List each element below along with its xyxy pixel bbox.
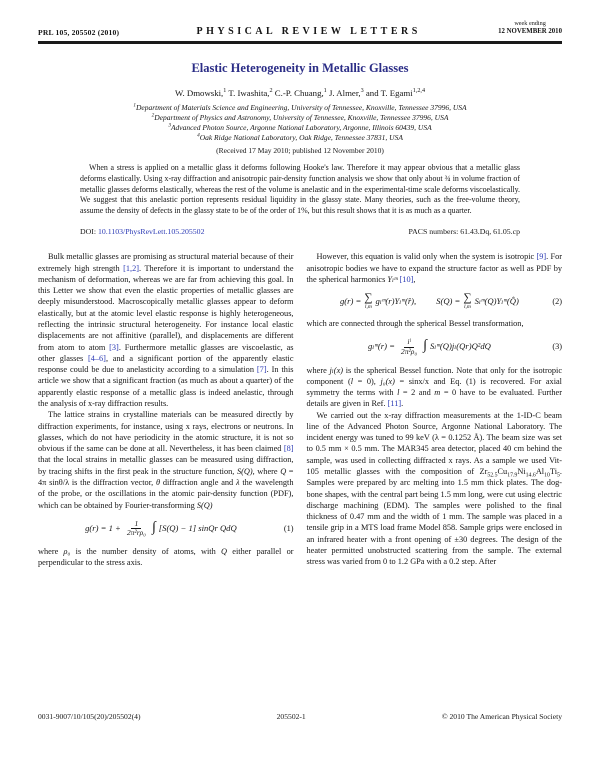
text-segment: , where — [252, 466, 281, 476]
text-segment: diffraction angle and — [160, 477, 236, 487]
text-segment: , — [413, 274, 416, 284]
text-segment: However, this equation is valid only when the system is isotropic — [316, 252, 537, 262]
text-segment: . For anisotropic bodies we have to expand the structure factor as well as PDF by the spherical harmonics — [306, 252, 562, 284]
text-segment: jₗ(x) — [329, 365, 344, 375]
text-segment: that the local strains in metallic glasses can be measured using diffraction, by tracing shifts in the first peak in the structure function, — [38, 455, 294, 476]
author-line — [38, 88, 562, 98]
text-segment: l — [350, 376, 354, 386]
text-segment: Al — [535, 467, 545, 477]
text-segment: . Therefore it is important to understand the mechanism of deformation, whereas we are far from achieving this goal. In this Letter we show that even the elastic properties of metallic glasses are deeply misunderstood. Macroscopically metallic glasses appear to deform elastically, but at the atomic level elastic response is highly heterogeneous, reflecting the intrinsic structural heterogeneity. For instance local elastic displacements are not affinitive (parallel), and displacements are different from atom to atom — [38, 263, 294, 352]
text-segment: θ — [155, 477, 161, 487]
text-segment: Q — [221, 546, 228, 556]
paragraph — [307, 251, 563, 285]
affiliation-4 — [38, 133, 562, 143]
integral-sign: ∫ — [423, 338, 427, 354]
text-segment: 52.5 — [487, 472, 498, 479]
eq2-rhs1: gₗᵐ(r)Yₗᵐ(r̂), — [375, 295, 417, 306]
paragraph — [307, 318, 563, 329]
text-segment: S(Q) — [236, 466, 253, 476]
text-segment: . Samples were prepared by arc melting into 1.5 mm thick plates. The dog-bone shapes, with the central part being 1.5 mm long, were cut using electric discharge machining (EDM). The samples were polished to the final thickness of 0.47 mm and the width of 1 mm. The sample was placed in a tensile grip in a MTS load frame Model 858. Sample grips were enclosed in an infrared heater with a front opening of ±30 degrees. The design of the heater permitted unobstructed scattering from the sample. The external stress was varied from 0 to 1.2 GPa with a 0.2 step. After — [306, 467, 562, 567]
eq3-pre: gₗᵐ(r) = — [367, 341, 395, 352]
eq3-fraction: $\frac{\text{iˡ}}{\text{2π²ρ₀}}$ — [400, 337, 418, 356]
text-segment: Cu — [497, 467, 508, 477]
text-segment: 17.9 — [507, 472, 518, 479]
equation-1 — [38, 519, 294, 538]
text-segment: is the spherical Bessel function. Note that only for the isotropic component ( — [306, 365, 563, 386]
text-segment: . In this article we show that a significant fraction (as much as about a quarter) of the apparently elastic response of a metallic glass is indeed anelastic, through the analysis of x-ray diffraction results. — [38, 365, 294, 409]
copyright: © 2010 The American Physical Society — [441, 712, 562, 721]
text-segment: 1 — [223, 87, 227, 94]
text-segment: the wavelength of the probe, or the oscillations in the atomic pair-density function (PDF), which can be obtained by Fourier-transforming — [38, 477, 294, 510]
text-segment: Department of Materials Science and Engineering, University of Tennessee, Knoxville, Tennessee 37996, USA — [135, 102, 467, 112]
text-segment: 5 — [557, 472, 560, 479]
text-segment: 4 — [197, 132, 200, 139]
text-segment: is the number density of atoms, with — [70, 546, 222, 556]
text-segment: . — [401, 399, 404, 409]
text-segment: Department of Physics and Astronomy, University of Tennessee, Knoxville, Tennessee 37996, USA — [154, 113, 449, 123]
doi-link[interactable]: 10.1103/PhysRevLett.105.205502 — [97, 227, 205, 237]
text-segment: Q — [280, 466, 287, 476]
page-title: Elastic Heterogeneity in Metallic Glasses — [191, 60, 409, 75]
eq2-rhs2: Sₗᵐ(Q)Yₗᵐ(Q̂) — [474, 295, 519, 306]
sum-sign: ∑ l,m — [463, 292, 472, 310]
paragraph — [307, 410, 563, 568]
citation-link[interactable]: [7] — [256, 365, 267, 375]
text-segment: T. Iwashita, — [226, 87, 270, 98]
doi-line — [80, 227, 204, 236]
pacs-numbers: PACS numbers: 61.43.Dq, 61.05.cp — [408, 227, 520, 237]
left-column — [38, 251, 294, 568]
text-segment: where — [306, 365, 330, 375]
eq3-post: Sₗᵐ(Q)jₗ(Qr)Q²dQ — [429, 341, 491, 352]
paragraph — [307, 365, 563, 410]
text-segment: l — [397, 388, 400, 398]
citation-link[interactable]: [8] — [283, 444, 294, 454]
journal-ref: PRL 105, 205502 (2010) — [38, 27, 120, 37]
paragraph — [38, 251, 294, 409]
body-columns — [38, 251, 562, 568]
text-segment: j₀(x) — [380, 376, 395, 386]
sum-sign: ∑ l,m — [364, 292, 373, 310]
journal-name: PHYSICAL REVIEW LETTERS — [196, 25, 421, 37]
text-segment: . Furthermore metallic glasses are viscoelastic, as other glasses — [38, 342, 294, 363]
eq2-lhs2: S(Q) = — [436, 295, 461, 306]
citation-link[interactable]: [11] — [387, 399, 402, 409]
text-segment: Ni — [517, 467, 526, 477]
affiliation-3 — [38, 123, 562, 133]
week-ending-date: 12 NOVEMBER 2010 — [498, 28, 562, 36]
doi-pacs-row — [80, 227, 520, 236]
eq1-fraction: $\frac{1}{\text{2π²rρ₀}}$ — [126, 518, 146, 537]
text-segment: Bulk metallic glasses are promising as structural material because of their extremely high strength — [38, 252, 294, 273]
journal-header — [38, 20, 562, 44]
text-segment: = 0 have to be evaluated. Further details are given in Ref. — [306, 388, 562, 409]
text-segment: = 4π sinθ/λ is the diffraction vector, — [38, 466, 294, 487]
text-segment: Oak Ridge National Laboratory, Oak Ridge, Tennessee 37831, USA — [199, 133, 403, 143]
text-segment: 14.6 — [525, 472, 536, 479]
page-number: 205502-1 — [276, 712, 306, 721]
integral-sign: ∫ — [151, 519, 156, 535]
eq2-lhs1: g(r) = — [339, 295, 362, 306]
issn-code: 0031-9007/10/105(20)/205502(4) — [38, 712, 141, 721]
doi-label: DOI: — [80, 227, 98, 237]
text-segment: = 0), — [353, 376, 381, 386]
right-column — [307, 251, 563, 568]
citation-link[interactable]: [10] — [399, 274, 414, 284]
text-segment: Yₗᵐ — [387, 274, 398, 284]
equation-number: (2) — [552, 297, 562, 307]
text-segment: S(Q) — [196, 500, 213, 510]
text-segment: either parallel or perpendicular to the stress axis. — [38, 546, 294, 568]
text-segment: The lattice strains in crystalline materials can be measured directly by diffraction experiments, for instance, using x rays, electrons or neutrons. In glasses, which do not have periodicity in the atomic structure, it is not so obvious if the same can be done at all. Nevertheless, it has been claimed — [38, 410, 294, 454]
text-segment: 1 — [323, 87, 327, 94]
text-segment: ρ₀ — [63, 546, 71, 556]
citation-link[interactable]: [1,2] — [123, 263, 140, 273]
text-segment: which are connected through the spherical Bessel transformation, — [306, 319, 524, 329]
text-segment: 3 — [360, 87, 364, 94]
text-segment: = 2 and — [399, 388, 435, 398]
equation-number: (3) — [552, 342, 562, 352]
text-segment: , and a significant portion of the apparently elastic response could be due to anelasticity according to a simulation — [38, 353, 294, 375]
week-ending-label: week ending — [514, 20, 546, 27]
text-segment: 2 — [269, 87, 273, 94]
week-ending — [498, 20, 562, 37]
text-segment: 3 — [168, 122, 171, 129]
text-segment: Ti — [549, 467, 558, 477]
citation-link[interactable]: [4–6] — [87, 353, 106, 363]
text-segment: 2 — [151, 112, 155, 119]
text-segment: C.-P. Chuang, — [272, 87, 324, 98]
eq1-pre: g(r) = 1 + — [85, 522, 121, 533]
affiliation-2 — [38, 113, 562, 123]
text-segment: 1,2,4 — [412, 87, 426, 94]
text-segment: where — [38, 546, 64, 556]
text-segment: = sinx/x and Eq. (1) is recovered. For axial symmetry the terms with — [306, 376, 562, 398]
received-line: (Received 17 May 2010; published 12 November 2010) — [216, 146, 384, 156]
text-segment: Advanced Photon Source, Argonne National Laboratory, Argonne, Illinois 60439, USA — [170, 123, 432, 133]
page-footer — [38, 712, 562, 721]
text-segment: W. Dmowski, — [174, 87, 224, 98]
paragraph — [38, 546, 294, 569]
affiliation-1 — [38, 103, 562, 113]
text-segment: 10 — [544, 472, 550, 479]
text-segment: and T. Egami — [363, 87, 413, 98]
equation-2 — [307, 293, 563, 310]
text-segment: J. Almer, — [326, 87, 361, 98]
text-segment: We carried out the x-ray diffraction measurements at the 1-ID-C beam line of the Advanced Photon Source, Argonne National Laboratory. The incident energy was tuned to 99 keV (λ = 0.1252 Å). The beam size was set to 0.5 mm × 0.5 mm. The MAR345 area detector, placed 40 cm behind the sample, was used in collecting diffracted x rays. As a sample we used Vit-105 metallic glasses with the composition of Zr — [306, 410, 562, 477]
equation-3 — [307, 337, 563, 356]
paragraph — [38, 409, 294, 511]
text-segment: 1 — [133, 102, 136, 109]
equation-number: (1) — [283, 523, 294, 533]
citation-link[interactable]: [9] — [536, 252, 547, 262]
text-segment: m — [434, 388, 441, 398]
citation-link[interactable]: [3] — [109, 342, 119, 352]
abstract: When a stress is applied on a metallic glass it deforms following Hooke's law. Therefore it may appear obvious that a metallic glass deforms elastically. Using x-ray diffraction and anisotropic pair-density function analysis we show that only about ¾ in volume fraction of metallic glasses deforms elastically, whereas the rest of the volume is anelastic and in the experimental-time scale deforms viscoelastically. We suggest that this anelastic portion represents residual liquidity in the glassy state. Many theories, such as the free-volume theory, assume the density of defects in the glassy state to be of the order of 1%, but this result shows that it is as much as a quarter. — [80, 163, 520, 215]
text-segment: λ — [235, 477, 240, 487]
affiliations — [38, 103, 562, 144]
eq1-post: [S(Q) − 1] sinQr QdQ — [158, 522, 237, 533]
